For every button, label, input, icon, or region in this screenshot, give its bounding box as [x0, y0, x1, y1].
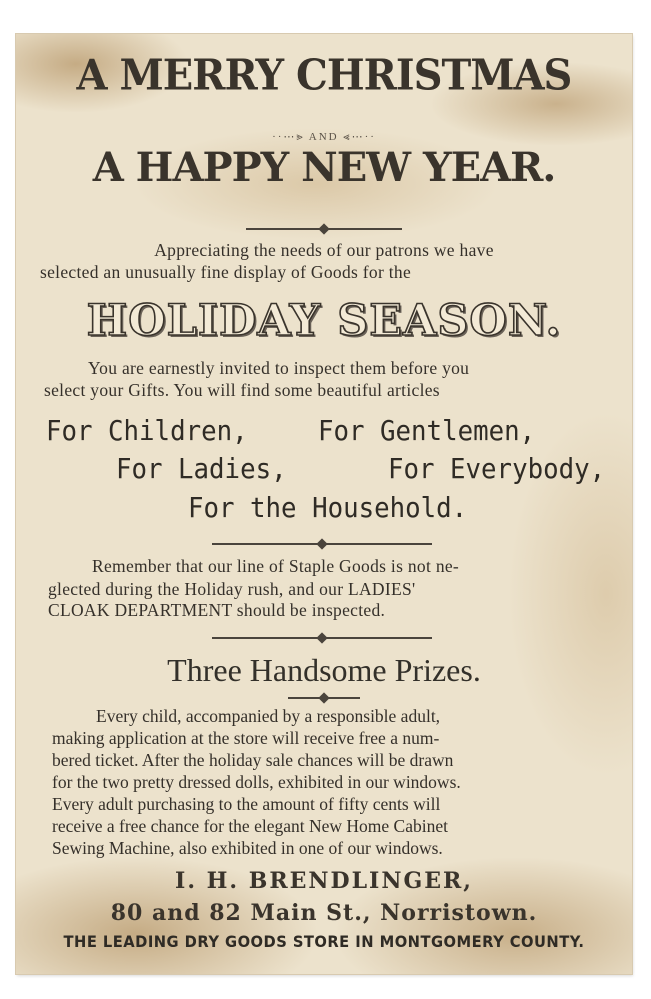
merchant-name: I. H. BRENDLINGER,	[175, 868, 473, 894]
season-title: HOLIDAY SEASON.	[86, 296, 562, 346]
category-children: For Children,	[46, 414, 248, 447]
prize-line-3: bered ticket. After the holiday sale chances will be drawn	[52, 750, 454, 770]
intro-line-1: Appreciating the needs of our patrons we have	[154, 240, 494, 260]
divider-ornament	[246, 228, 402, 230]
prize-line-1: Every child, accompanied by a responsible adult,	[96, 706, 441, 726]
intro-line-2: selected an unusually fine display of Goods for the	[40, 262, 412, 282]
merchant-address: 80 and 82 Main St., Norristown.	[110, 900, 538, 926]
headline-happy-new-year: A HAPPY NEW YEAR.	[92, 144, 556, 191]
divider-ornament	[212, 637, 432, 639]
category-household: For the Household.	[188, 491, 468, 524]
prize-line-2: making application at the store will receive free a num-	[52, 728, 440, 748]
prize-line-6: receive a free chance for the elegant New Home Cabinet	[52, 816, 448, 836]
category-gentlemen: For Gentlemen,	[318, 414, 536, 447]
invitation-line-1: You are earnestly invited to inspect them before you	[88, 358, 470, 378]
headline-merry-christmas: A MERRY CHRISTMAS	[76, 50, 572, 101]
staple-line-1: Remember that our line of Staple Goods is not ne-	[92, 556, 460, 576]
invitation-line-2: select your Gifts. You will find some beautiful articles	[44, 380, 440, 400]
greeting-card	[16, 34, 632, 974]
category-ladies: For Ladies,	[116, 452, 287, 485]
headline-connector: ··⋯⪢ AND ⪡⋯··	[272, 131, 376, 143]
merchant-tagline: THE LEADING DRY GOODS STORE IN MONTGOMERY COUNTY.	[63, 932, 585, 951]
divider-ornament-small	[288, 697, 360, 699]
category-everybody: For Everybody,	[388, 452, 606, 485]
prize-line-5: Every adult purchasing to the amount of fifty cents will	[52, 794, 441, 814]
staple-line-3: CLOAK DEPARTMENT should be inspected.	[48, 600, 386, 620]
connector-word: AND	[308, 131, 339, 143]
divider-ornament	[212, 543, 432, 545]
prizes-title: Three Handsome Prizes.	[167, 652, 481, 688]
prize-line-4: for the two pretty dressed dolls, exhibited in our windows.	[52, 772, 461, 792]
prize-line-7: Sewing Machine, also exhibited in one of our windows.	[52, 838, 443, 858]
staple-line-2: glected during the Holiday rush, and our LADIES'	[48, 579, 416, 599]
